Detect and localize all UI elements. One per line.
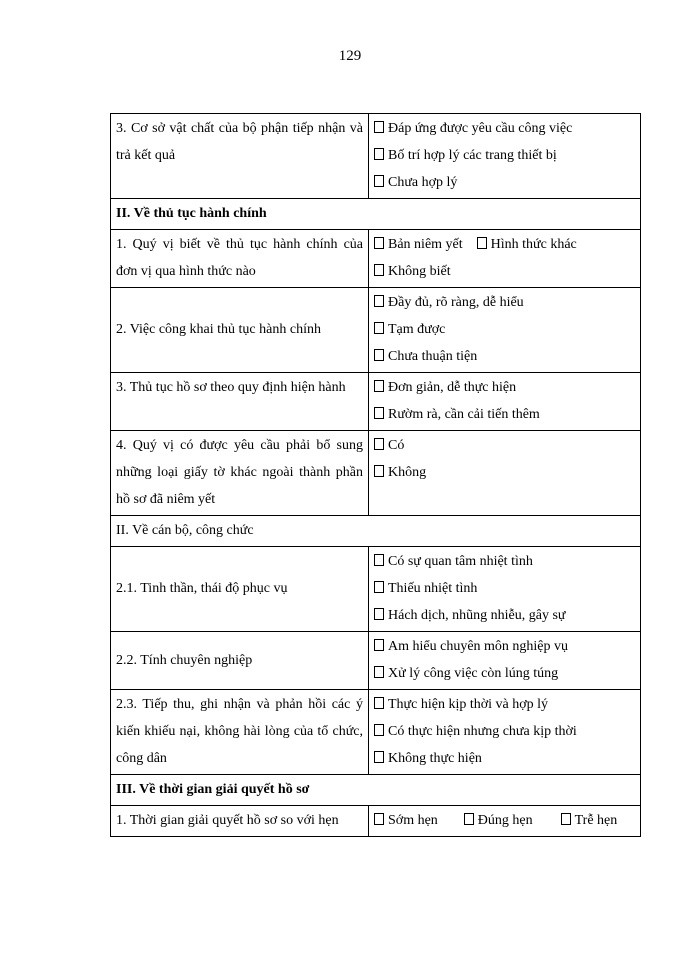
answer-option[interactable] — [374, 289, 635, 316]
answer-option[interactable] — [374, 142, 635, 169]
checkbox-icon[interactable] — [374, 751, 384, 763]
answer-option[interactable] — [374, 316, 635, 343]
checkbox-icon[interactable] — [374, 322, 384, 334]
checkbox-icon[interactable] — [374, 666, 384, 678]
question-cell: 2.3. Tiếp thu, ghi nhận và phản hồi các ý kiến khiếu nại, không hài lòng của tổ chức, công dân — [111, 690, 369, 775]
option-label: Không biết — [388, 264, 451, 279]
section-row — [111, 775, 641, 806]
answer-option[interactable] — [374, 115, 635, 142]
question-cell: 2.2. Tính chuyên nghiệp — [111, 632, 369, 690]
checkbox-icon[interactable] — [561, 813, 571, 825]
question-cell: 3. Thủ tục hồ sơ theo quy định hiện hành — [111, 373, 369, 431]
answer-option[interactable] — [374, 745, 635, 772]
checkbox-icon[interactable] — [374, 581, 384, 593]
option-label: Hách dịch, nhũng nhiễu, gây sự — [388, 608, 566, 623]
checkbox-icon[interactable] — [464, 813, 474, 825]
option-label: Đơn giản, dễ thực hiện — [388, 380, 517, 395]
checkbox-icon[interactable] — [374, 264, 384, 276]
answer-option[interactable] — [374, 169, 635, 196]
table-row — [111, 806, 641, 837]
answer-option[interactable] — [374, 691, 635, 718]
option-label: Đúng hẹn — [477, 813, 533, 828]
table-row — [111, 431, 641, 516]
checkbox-icon[interactable] — [477, 237, 487, 249]
option-label: Chưa hợp lý — [388, 175, 458, 190]
answer-cell — [369, 547, 641, 632]
option-label: Bản niêm yết — [388, 237, 463, 252]
section-heading: II. Về thủ tục hành chính — [111, 199, 641, 230]
option-label: Trễ hẹn — [574, 813, 618, 828]
table-row — [111, 288, 641, 373]
option-label: Có sự quan tâm nhiệt tình — [388, 554, 533, 569]
option-label: Không thực hiện — [388, 751, 482, 766]
checkbox-icon[interactable] — [374, 697, 384, 709]
checkbox-icon[interactable] — [374, 608, 384, 620]
checkbox-icon[interactable] — [374, 380, 384, 392]
answer-option[interactable] — [374, 401, 635, 428]
checkbox-icon[interactable] — [374, 407, 384, 419]
answer-option[interactable] — [374, 575, 635, 602]
answer-option[interactable] — [374, 231, 463, 258]
table-row — [111, 547, 641, 632]
question-cell: 4. Quý vị có được yêu cầu phải bổ sung những loại giấy tờ khác ngoài thành phần hồ sơ đã niêm yết — [111, 431, 369, 516]
answer-option[interactable] — [374, 258, 635, 285]
table-row — [111, 230, 641, 288]
checkbox-icon[interactable] — [374, 724, 384, 736]
section-heading: II. Về cán bộ, công chức — [111, 516, 641, 547]
question-cell: 1. Quý vị biết về thủ tục hành chính của đơn vị qua hình thức nào — [111, 230, 369, 288]
question-cell: 2.1. Tinh thần, thái độ phục vụ — [111, 547, 369, 632]
answer-cell — [369, 373, 641, 431]
answer-option[interactable] — [374, 660, 635, 687]
checkbox-icon[interactable] — [374, 465, 384, 477]
option-label: Rườm rà, cần cải tiến thêm — [388, 407, 540, 422]
table-row — [111, 690, 641, 775]
option-label: Am hiểu chuyên môn nghiệp vụ — [388, 639, 569, 654]
option-label: Thiếu nhiệt tình — [388, 581, 478, 596]
answer-option[interactable] — [374, 718, 635, 745]
section-heading: III. Về thời gian giải quyết hồ sơ — [111, 775, 641, 806]
answer-cell — [369, 632, 641, 690]
answer-option[interactable] — [374, 548, 635, 575]
option-label: Có — [388, 438, 405, 453]
option-label: Đáp ứng được yêu cầu công việc — [388, 121, 573, 136]
answer-option[interactable] — [374, 459, 635, 486]
question-cell: 3. Cơ sở vật chất của bộ phận tiếp nhận và trả kết quả — [111, 114, 369, 199]
answer-cell — [369, 806, 641, 837]
table-row — [111, 114, 641, 199]
checkbox-icon[interactable] — [374, 121, 384, 133]
checkbox-icon[interactable] — [374, 639, 384, 651]
answer-cell — [369, 690, 641, 775]
answer-option[interactable] — [374, 807, 438, 834]
option-label: Đầy đủ, rõ ràng, dễ hiểu — [388, 295, 524, 310]
option-label: Không — [388, 465, 427, 480]
checkbox-icon[interactable] — [374, 148, 384, 160]
checkbox-icon[interactable] — [374, 438, 384, 450]
option-label: Thực hiện kịp thời và hợp lý — [388, 697, 549, 712]
table-row — [111, 632, 641, 690]
option-label: Sớm hẹn — [388, 813, 438, 828]
section-row — [111, 199, 641, 230]
section-row — [111, 516, 641, 547]
checkbox-icon[interactable] — [374, 175, 384, 187]
checkbox-icon[interactable] — [374, 349, 384, 361]
answer-option[interactable] — [374, 602, 635, 629]
table-row — [111, 373, 641, 431]
answer-option[interactable] — [561, 807, 618, 834]
answer-option[interactable] — [374, 374, 635, 401]
option-label: Bố trí hợp lý các trang thiết bị — [388, 148, 557, 163]
option-label: Có thực hiện nhưng chưa kịp thời — [388, 724, 577, 739]
answer-option[interactable] — [374, 432, 635, 459]
answer-option[interactable] — [477, 231, 577, 258]
answer-option[interactable] — [374, 633, 635, 660]
answer-cell — [369, 431, 641, 516]
checkbox-icon[interactable] — [374, 813, 384, 825]
option-label: Chưa thuận tiện — [388, 349, 478, 364]
question-cell: 1. Thời gian giải quyết hồ sơ so với hẹn — [111, 806, 369, 837]
page-number: 129 — [338, 48, 362, 64]
option-label: Hình thức khác — [490, 237, 577, 252]
checkbox-icon[interactable] — [374, 295, 384, 307]
answer-cell — [369, 114, 641, 199]
option-label: Xử lý công việc còn lúng túng — [388, 666, 559, 681]
question-cell: 2. Việc công khai thủ tục hành chính — [111, 288, 369, 373]
survey-table — [110, 113, 641, 837]
answer-option[interactable] — [464, 807, 533, 834]
answer-cell — [369, 288, 641, 373]
answer-cell — [369, 230, 641, 288]
answer-option[interactable] — [374, 343, 635, 370]
option-label: Tạm được — [388, 322, 446, 337]
checkbox-icon[interactable] — [374, 237, 384, 249]
checkbox-icon[interactable] — [374, 554, 384, 566]
